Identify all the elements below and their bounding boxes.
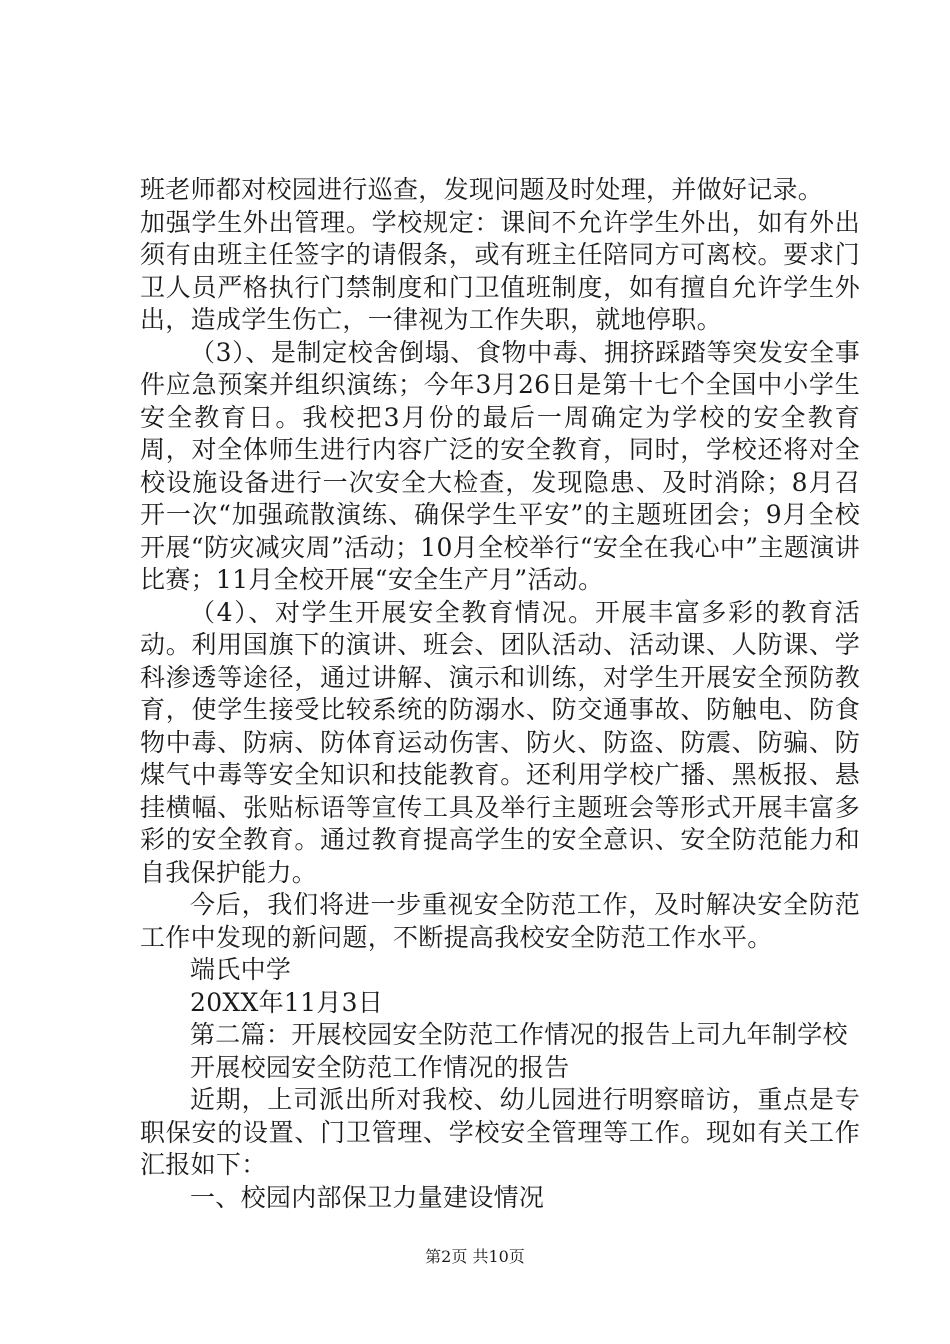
report-title: 开展校园安全防范工作情况的报告 — [190, 1052, 570, 1082]
paragraph-2: 加强学生外出管理。学校规定：课间不允许学生外出，如有外出须有由班主任签字的请假条，或有班主任陪同方可离校。要求门卫人员严格执行门禁制度和门卫值班制度，如有擅自允许学生外出，造成学生伤亡，一律视为工作失职，就地停职。 — [140, 207, 860, 334]
paragraph-1: 班老师都对校园进行巡查，发现问题及时处理，并做好记录。 — [140, 175, 824, 204]
signature-date: 20XX年11月3日 — [190, 987, 384, 1017]
document-body — [140, 174, 860, 1214]
paragraph-4: （4）、对学生开展安全教育情况。开展丰富多彩的教育活动。利用国旗下的演讲、班会、团队活动、活动课、人防课、学科渗透等途径，通过讲解、演示和训练，对学生开展安全预防教育，使学生接受比较系统的防溺水、防交通事故、防触电、防食物中毒、防病、防体育运动伤害、防火、防盗、防震、防骗、防煤气中毒等安全知识和技能教育。还利用学校广播、黑板报、悬挂横幅、张贴标语等宣传工具及举行主题班会等形式开展丰富多彩的安全教育。通过教育提高学生的安全意识、安全防范能力和自我保护能力。 — [140, 597, 860, 887]
paragraph-5: 今后，我们将进一步重视安全防范工作，及时解决安全防范工作中发现的新问题，不断提高我校安全防范工作水平。 — [140, 890, 860, 952]
section-heading-part-two: 第二篇：开展校园安全防范工作情况的报告上司九年制学校 — [190, 1020, 848, 1049]
paragraph-intro: 近期，上司派出所对我校、幼儿园进行明察暗访，重点是专职保安的设置、门卫管理、学校安全管理等工作。现如有关工作汇报如下： — [140, 1085, 860, 1179]
paragraph-3: （3）、是制定校舍倒塌、食物中毒、拥挤踩踏等突发安全事件应急预案并组织演练；今年3月26日是第十七个全国中小学生安全教育日。我校把3月份的最后一周确定为学校的安全教育周，对全体师生进行内容广泛的安全教育，同时，学校还将对全校设施设备进行一次安全大检查，发现隐患、及时消除；8月召开一次“加强疏散演练、确保学生平安”的主题班团会；9月全校开展“防灾减灾周”活动；10月全校举行“安全在我心中”主题演讲比赛；11月全校开展“安全生产月”活动。 — [140, 337, 860, 594]
signature-school: 端氏中学 — [190, 955, 292, 984]
subheading-one: 一、校园内部保卫力量建设情况 — [190, 1182, 545, 1212]
page-number-footer: 第2页 共10页 — [425, 1247, 525, 1266]
